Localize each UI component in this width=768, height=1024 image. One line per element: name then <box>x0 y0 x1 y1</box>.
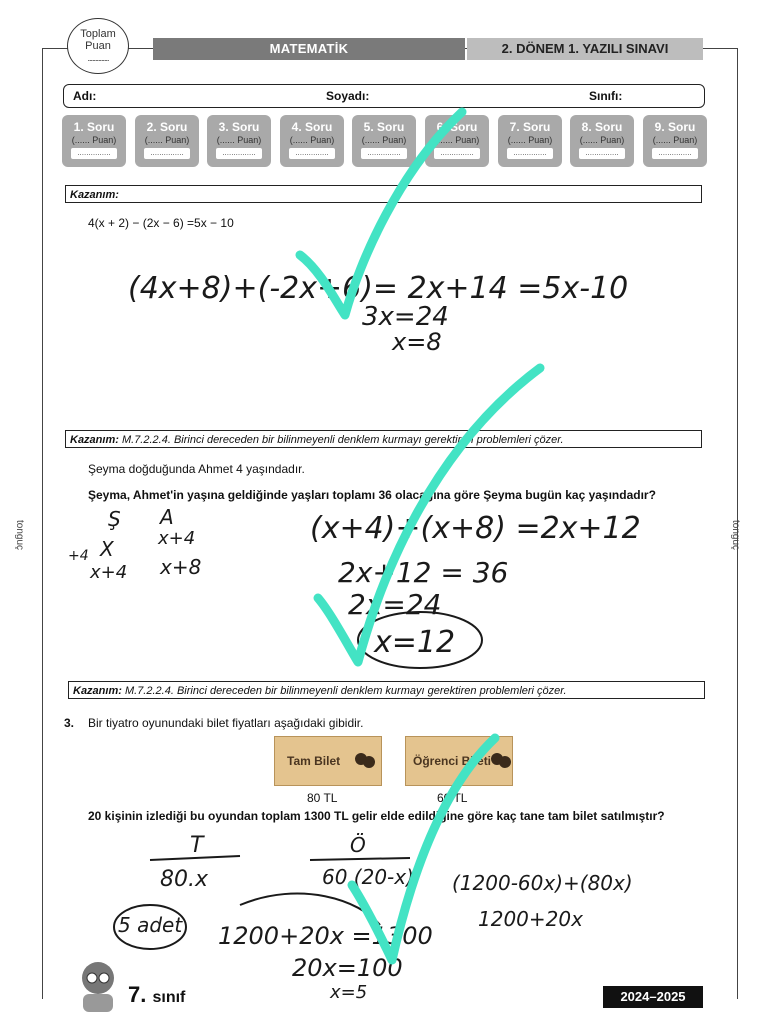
hw-q2-eq3: 2x=24 <box>348 588 442 621</box>
total-label: Toplam <box>80 28 116 40</box>
question-score-blank: ............... <box>361 148 407 159</box>
q3-number: 3. <box>64 716 75 730</box>
points-label: Puan <box>85 40 111 52</box>
question-score-box <box>280 115 344 167</box>
exam-title: 2. DÖNEM 1. YAZILI SINAVI <box>467 38 703 60</box>
grade-number: 7. <box>128 982 147 1007</box>
question-label: 1. Soru <box>73 120 115 134</box>
hw-q2-a: A <box>160 505 174 529</box>
hw-q1-line3: x=8 <box>392 328 442 356</box>
question-label: 6. Soru <box>436 120 478 134</box>
question-score-blank: ............... <box>71 148 117 159</box>
kazanim-box-q3 <box>68 681 705 699</box>
hw-q2-eq2: 2x+12 = 36 <box>338 556 509 589</box>
q1-equation: 4(x + 2) − (2x − 6) =5x − 10 <box>88 216 234 230</box>
theater-masks-icon <box>353 749 377 773</box>
hw-q3-eq1: 1200+20x =1300 <box>218 922 433 950</box>
question-points: (...... Puan) <box>289 135 335 145</box>
q3-question: 20 kişinin izlediği bu oyundan toplam 1300 TL gelir elde edildiğine göre kaç tane tam bilet satılmıştır? <box>88 809 665 823</box>
hw-q3-right2: 1200+20x <box>478 907 583 931</box>
hw-q3-80x: 80.x <box>160 867 209 892</box>
question-score-blank: ............... <box>144 148 190 159</box>
question-score-box <box>62 115 126 167</box>
question-score-box <box>643 115 707 167</box>
q3-intro: Bir tiyatro oyunundaki bilet fiyatları aşağıdaki gibidir. <box>88 716 364 730</box>
question-score-blank: ............... <box>216 148 262 159</box>
hw-q3-eq2: 20x=100 <box>292 954 403 982</box>
side-brand-left: tonguç <box>14 520 25 551</box>
question-score-blank: ............... <box>434 148 480 159</box>
question-score-blank: ............... <box>579 148 625 159</box>
total-score-badge <box>67 18 129 74</box>
question-score-box <box>135 115 199 167</box>
q2-line1: Şeyma doğduğunda Ahmet 4 yaşındadır. <box>88 462 305 476</box>
question-label: 5. Soru <box>363 120 405 134</box>
theater-masks-icon <box>490 749 512 773</box>
hw-q1-line2: 3x=24 <box>362 302 449 332</box>
hw-q3-60: 60.(20-x) <box>322 865 414 889</box>
hw-q2-s: Ş <box>108 507 121 531</box>
hw-q3-adet: 5 adet <box>118 913 183 937</box>
grade-word: sınıf <box>152 989 186 1006</box>
hw-q1-line1: (4x+8)+(-2x+6)= 2x+14 =5x-10 <box>128 271 629 306</box>
hw-q2-x4: x+4 <box>158 528 196 549</box>
ticket-student-price: 60 TL <box>437 791 468 805</box>
question-score-box <box>207 115 271 167</box>
question-score-box <box>425 115 489 167</box>
question-label: 9. Soru <box>654 120 696 134</box>
question-points: (...... Puan) <box>434 135 480 145</box>
hw-q3-eq3: x=5 <box>330 982 368 1003</box>
question-score-blank: ............... <box>289 148 335 159</box>
question-label: 3. Soru <box>218 120 260 134</box>
kazanim-label: Kazanım: <box>70 434 119 446</box>
kazanim-text: M.7.2.2.4. Birinci dereceden bir bilinmeyenli denklem kurmayı gerektiren problemleri çözer. <box>121 434 564 446</box>
question-score-box <box>498 115 562 167</box>
hw-q2-x4b: x+4 <box>90 562 128 583</box>
ticket-student-name: Öğrenci Bileti <box>413 754 492 768</box>
mascot-icon <box>73 958 123 1014</box>
school-year: 2024–2025 <box>603 986 703 1008</box>
question-points: (...... Puan) <box>507 135 553 145</box>
hw-q2-x: X <box>100 537 114 561</box>
question-points: (...... Puan) <box>216 135 262 145</box>
kazanim-text: M.7.2.2.4. Birinci dereceden bir bilinmeyenli denklem kurmayı gerektiren problemleri çözer. <box>124 685 567 697</box>
question-points: (...... Puan) <box>144 135 190 145</box>
hw-q3-t: T <box>190 833 204 858</box>
name-label: Adı: <box>73 89 97 103</box>
points-blank: .............. <box>87 53 109 63</box>
q2-question: Şeyma, Ahmet'in yaşına geldiğinde yaşları toplamı 36 olacağına göre Şeyma bugün kaç yaşındadır? <box>88 488 656 502</box>
question-points: (...... Puan) <box>361 135 407 145</box>
hw-q2-eq4: x=12 <box>374 625 456 660</box>
question-score-blank: ............... <box>507 148 553 159</box>
grade-label <box>128 982 185 1008</box>
question-points: (...... Puan) <box>652 135 698 145</box>
question-score-box <box>352 115 416 167</box>
question-label: 8. Soru <box>581 120 623 134</box>
hw-q3-right: (1200-60x)+(80x) <box>452 871 633 895</box>
ticket-full-price: 80 TL <box>307 791 338 805</box>
question-score-box <box>570 115 634 167</box>
ticket-student <box>405 736 513 786</box>
ticket-full-name: Tam Bilet <box>287 754 341 768</box>
side-brand-right: tonguç <box>730 520 741 551</box>
question-label: 4. Soru <box>291 120 333 134</box>
question-points: (...... Puan) <box>71 135 117 145</box>
subject-title: MATEMATİK <box>153 38 465 60</box>
class-label: Sınıfı: <box>589 89 623 103</box>
ticket-full <box>274 736 382 786</box>
hw-q2-x8: x+8 <box>160 555 202 579</box>
question-label: 2. Soru <box>146 120 188 134</box>
student-info-bar <box>63 84 705 108</box>
question-label: 7. Soru <box>509 120 551 134</box>
kazanim-label: Kazanım: <box>70 189 119 201</box>
question-score-blank: ............... <box>652 148 698 159</box>
kazanim-label: Kazanım: <box>73 685 122 697</box>
surname-label: Soyadı: <box>326 89 370 103</box>
kazanim-box-q1 <box>65 185 702 203</box>
hw-q2-eq1: (x+4)+(x+8) =2x+12 <box>310 511 641 546</box>
hw-q2-plus4: +4 <box>68 548 89 564</box>
kazanim-box-q2 <box>65 430 702 448</box>
hw-q3-o: Ö <box>350 833 366 857</box>
question-points: (...... Puan) <box>579 135 625 145</box>
